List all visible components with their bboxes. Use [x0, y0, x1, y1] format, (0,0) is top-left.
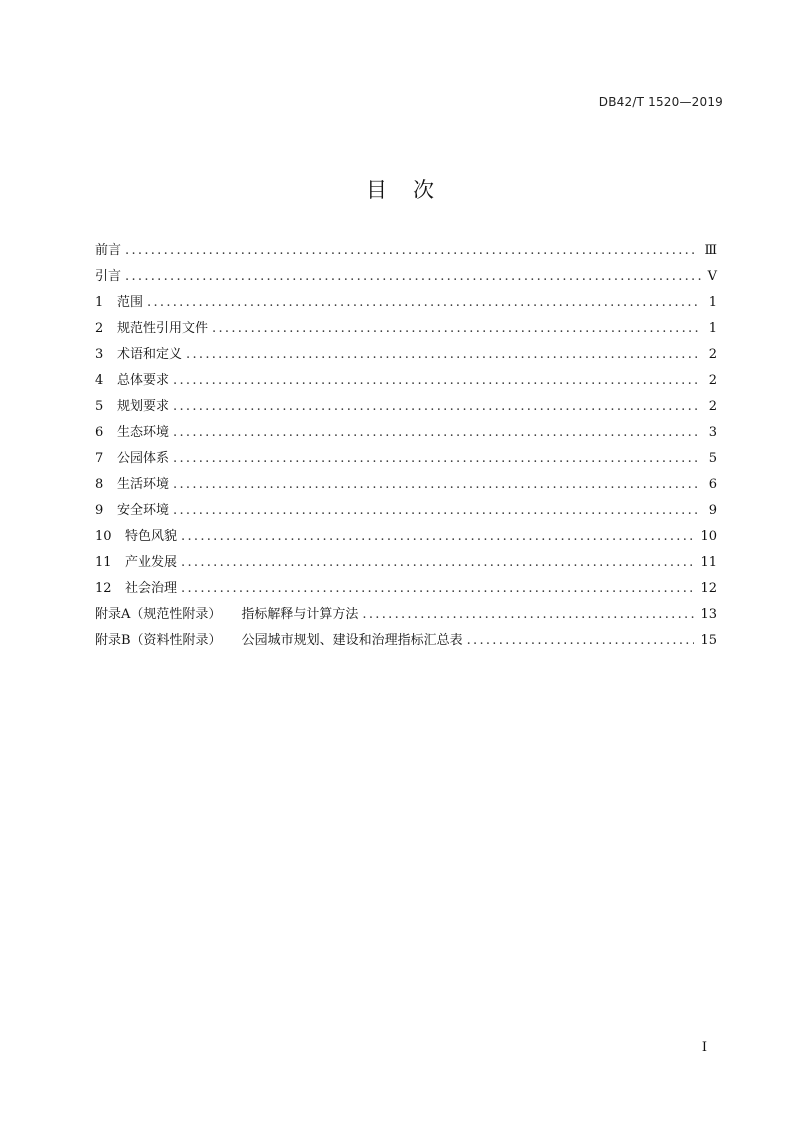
toc-entry-page: Ⅲ: [704, 243, 717, 258]
toc-entry-number: 11: [95, 555, 112, 570]
toc-entry-title-main: 社会治理: [125, 581, 178, 596]
toc-entry-title: [95, 602, 358, 628]
toc-entry-title-main: 生态环境: [117, 425, 170, 440]
toc-entry[interactable]: [95, 420, 717, 446]
toc-entry-page: 2: [708, 347, 717, 362]
toc-entry[interactable]: [95, 576, 717, 602]
toc-entry-title: [117, 290, 143, 316]
toc-dot-leader: [181, 576, 694, 602]
toc-entry-title: [95, 628, 463, 654]
toc-dot-leader: [125, 238, 698, 264]
toc-entry[interactable]: [95, 342, 717, 368]
toc-entry-number: 6: [95, 425, 104, 440]
toc-dot-leader: [186, 342, 701, 368]
toc-dot-leader: [467, 628, 695, 654]
toc-dot-leader: [212, 316, 701, 342]
toc-entry-number: 7: [95, 451, 104, 466]
toc-entry-title: [125, 524, 177, 550]
table-of-contents: [95, 238, 717, 654]
toc-entry[interactable]: [95, 238, 717, 264]
toc-entry-page: 11: [700, 555, 717, 570]
toc-entry-title-main: 产业发展: [125, 555, 178, 570]
toc-entry-page: 1: [708, 321, 717, 336]
toc-dot-leader: [181, 550, 694, 576]
toc-entry-number: 12: [95, 581, 112, 596]
toc-entry-number: 10: [95, 529, 112, 544]
toc-entry-title-main: 前言: [95, 243, 122, 258]
toc-entry[interactable]: [95, 290, 717, 316]
toc-entry[interactable]: [95, 264, 717, 290]
toc-entry[interactable]: [95, 602, 717, 628]
toc-entry-number: 1: [95, 295, 104, 310]
toc-entry-title: [95, 264, 121, 290]
toc-entry-page: 12: [700, 581, 717, 596]
page-number: I: [701, 1040, 707, 1055]
toc-dot-leader: [362, 602, 694, 628]
toc-entry-page: Ⅴ: [707, 269, 717, 284]
toc-entry-title-main: 规划要求: [117, 399, 170, 414]
toc-entry-title: [117, 342, 182, 368]
toc-entry-title: [117, 394, 169, 420]
toc-entry-page: 15: [700, 633, 717, 648]
toc-entry-title: [125, 550, 177, 576]
toc-entry-number: 5: [95, 399, 104, 414]
page-title: 目次: [366, 178, 460, 202]
toc-entry-page: 3: [708, 425, 717, 440]
toc-dot-leader: [181, 524, 694, 550]
toc-entry[interactable]: [95, 524, 717, 550]
toc-entry-title-main: 特色风貌: [125, 529, 178, 544]
toc-entry-title: [117, 446, 169, 472]
toc-entry-title: [117, 420, 169, 446]
toc-entry-title: [117, 368, 169, 394]
toc-entry-title-main: 术语和定义: [117, 347, 183, 362]
toc-entry-number: 3: [95, 347, 104, 362]
toc-entry[interactable]: [95, 472, 717, 498]
toc-entry-title-main: 生活环境: [117, 477, 170, 492]
toc-entry-title: [117, 316, 208, 342]
toc-entry[interactable]: [95, 368, 717, 394]
toc-entry-number: 9: [95, 503, 104, 518]
toc-entry-title-main: 范围: [117, 295, 144, 310]
toc-entry-page: 5: [708, 451, 717, 466]
toc-entry[interactable]: [95, 394, 717, 420]
toc-entry[interactable]: [95, 550, 717, 576]
toc-entry-page: 13: [700, 607, 717, 622]
toc-entry[interactable]: [95, 446, 717, 472]
toc-entry-title: [117, 472, 169, 498]
toc-entry-number: 8: [95, 477, 104, 492]
toc-entry-number: 2: [95, 321, 104, 336]
toc-entry-page: 9: [708, 503, 717, 518]
toc-entry-title-main: 引言: [95, 269, 122, 284]
toc-entry[interactable]: [95, 498, 717, 524]
toc-entry-number: 4: [95, 373, 104, 388]
toc-entry-page: 10: [700, 529, 717, 544]
toc-dot-leader: [173, 446, 701, 472]
toc-entry-title-main: 规范性引用文件: [117, 321, 209, 336]
toc-entry-page: 2: [708, 373, 717, 388]
toc-entry-title: [125, 576, 177, 602]
toc-dot-leader: [173, 394, 701, 420]
document-code: DB42/T 1520—2019: [598, 95, 723, 109]
toc-entry-title-sub: 指标解释与计算方法: [241, 607, 359, 622]
toc-dot-leader: [173, 420, 701, 446]
toc-entry-page: 2: [708, 399, 717, 414]
toc-entry-page: 6: [708, 477, 717, 492]
toc-dot-leader: [173, 498, 701, 524]
toc-entry-title: [117, 498, 169, 524]
toc-entry-title-main: 附录A（规范性附录）: [95, 607, 222, 622]
toc-entry-title-main: 总体要求: [117, 373, 170, 388]
toc-entry-title-main: 安全环境: [117, 503, 170, 518]
toc-entry[interactable]: [95, 628, 717, 654]
toc-entry-title: [95, 238, 121, 264]
toc-dot-leader: [173, 472, 701, 498]
toc-entry-title-main: 附录B（资料性附录）: [95, 633, 222, 648]
toc-dot-leader: [173, 368, 701, 394]
toc-dot-leader: [125, 264, 701, 290]
toc-dot-leader: [147, 290, 701, 316]
toc-entry-title-sub: 公园城市规划、建设和治理指标汇总表: [241, 633, 463, 648]
toc-entry-title-main: 公园体系: [117, 451, 170, 466]
toc-entry-page: 1: [708, 295, 717, 310]
toc-entry[interactable]: [95, 316, 717, 342]
